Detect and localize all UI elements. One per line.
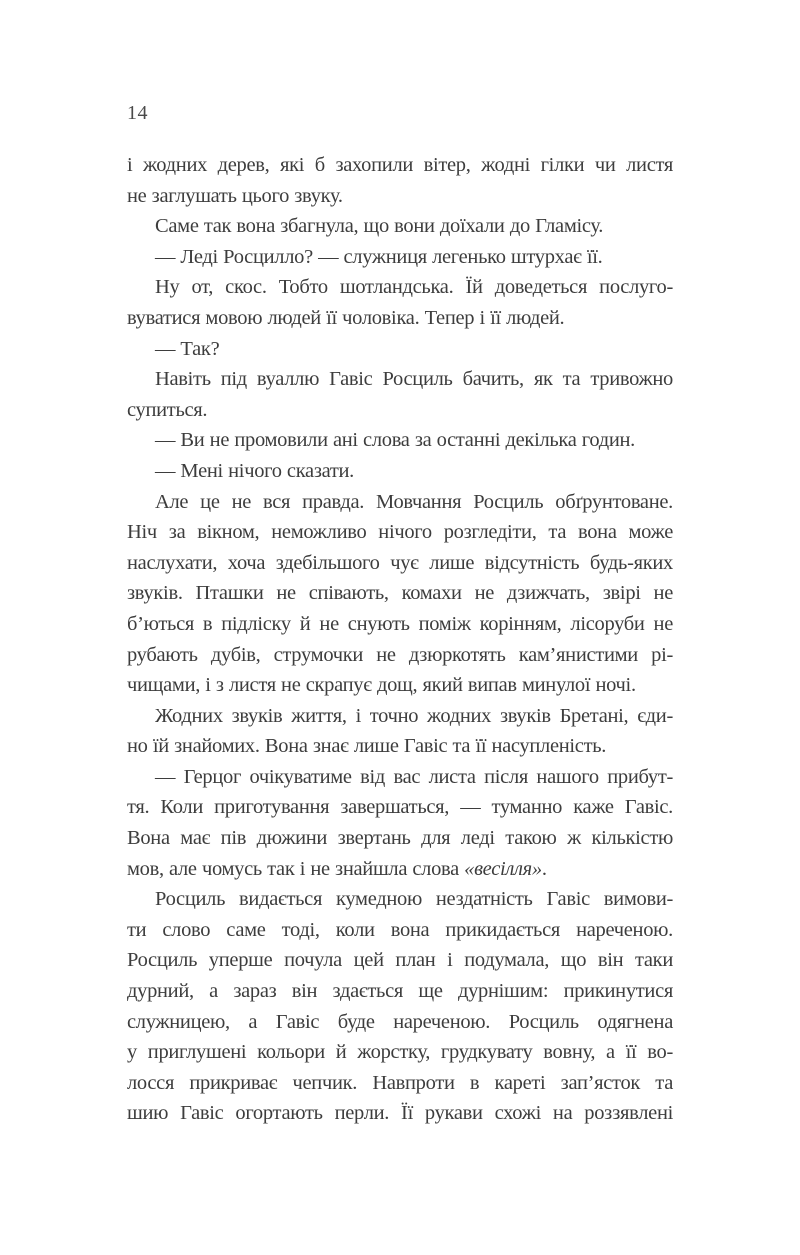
text-line: служницею, а Гавіс буде нареченою. Росциль одягнена [127,1010,673,1033]
paragraph [127,425,673,456]
text-line: — Герцог очікуватиме від вас листа після нашого прибут- [155,765,673,788]
text-line: тя. Коли приготування завершаться, — туманно каже Гавіс. [127,796,673,819]
paragraph [127,364,673,425]
page-text [127,150,673,1129]
text-segment: . [541,857,547,880]
paragraph [127,456,673,487]
paragraph [127,334,673,365]
text-line: чищами, і з листя не скрапує дощ, який випав минулої ночі. [127,674,636,697]
text-line: Але це не вся правда. Мовчання Росциль обґрунтоване. [155,490,673,513]
paragraph [127,884,673,1129]
text-line: — Ви не промовили ані слова за останні декілька годин. [155,429,635,452]
text-segment: мов, але чомусь так і не знайшла слова [127,857,465,880]
text-line: лосся прикриває чепчик. Навпроти в кареті зап’ясток та [127,1071,673,1094]
text-line: звуків. Пташки не співають, комахи не дзижчать, звірі не [127,582,673,605]
text-line: но їй знайомих. Вона знає лише Гавіс та її насупленість. [127,735,607,758]
text-line: рубають дубів, струмочки не дзюркотять кам’янистими рі- [127,643,673,666]
text-line: Вона має пів дюжини звертань для леді такою ж кількістю [127,827,673,850]
text-line: дурний, а зараз він здається ще дурнішим: прикинутися [127,980,673,1003]
paragraph [127,242,673,273]
paragraph [127,211,673,242]
text-line: наслухати, хоча здебільшого чує лише відсутність будь-яких [127,551,673,574]
text-line: не заглушать цього звуку. [127,184,343,207]
paragraph [127,150,673,211]
text-line: вуватися мовою людей її чоловіка. Тепер і її людей. [127,306,565,329]
text-line: Росциль уперше почула цей план і подумала, що він таки [127,949,673,972]
page-number: 14 [127,102,148,124]
text-line: супиться. [127,398,208,421]
text-line: Ніч за вікном, неможливо нічого розгледіти, та вона може [127,521,673,544]
paragraph [127,701,673,762]
paragraph [127,762,673,884]
text-line: Ну от, скос. Тобто шотландська. Їй доведеться послуго- [155,276,673,299]
italic-text: «весілля» [464,857,542,880]
text-line: б’ються в підліску й не снують поміж корінням, лісоруби не [127,612,673,635]
text-line: у приглушені кольори й жорстку, грудкувату вовну, а її во- [127,1041,673,1064]
text-line [127,854,673,885]
text-line: Жодних звуків життя, і точно жодних звуків Бретані, єди- [155,704,673,727]
paragraph [127,272,673,333]
paragraph [127,487,673,701]
text-line: Росциль видається кумедною нездатність Гавіс вимови- [155,888,673,911]
text-line: ти слово саме тоді, коли вона прикидається нареченою. [127,918,673,941]
text-line: і жодних дерев, які б захопили вітер, жодні гілки чи листя [127,154,673,176]
text-line: — Так? [155,337,220,360]
text-line: — Мені нічого сказати. [155,459,355,482]
text-line: шию Гавіс огортають перли. Її рукави схожі на роззявлені [127,1102,673,1125]
text-line: Саме так вона збагнула, що вони доїхали до Гламісу. [155,215,604,238]
text-line: — Леді Росцилло? — служниця легенько штурхає її. [155,245,603,268]
text-line: Навіть під вуаллю Гавіс Росциль бачить, як та тривожно [155,368,673,391]
